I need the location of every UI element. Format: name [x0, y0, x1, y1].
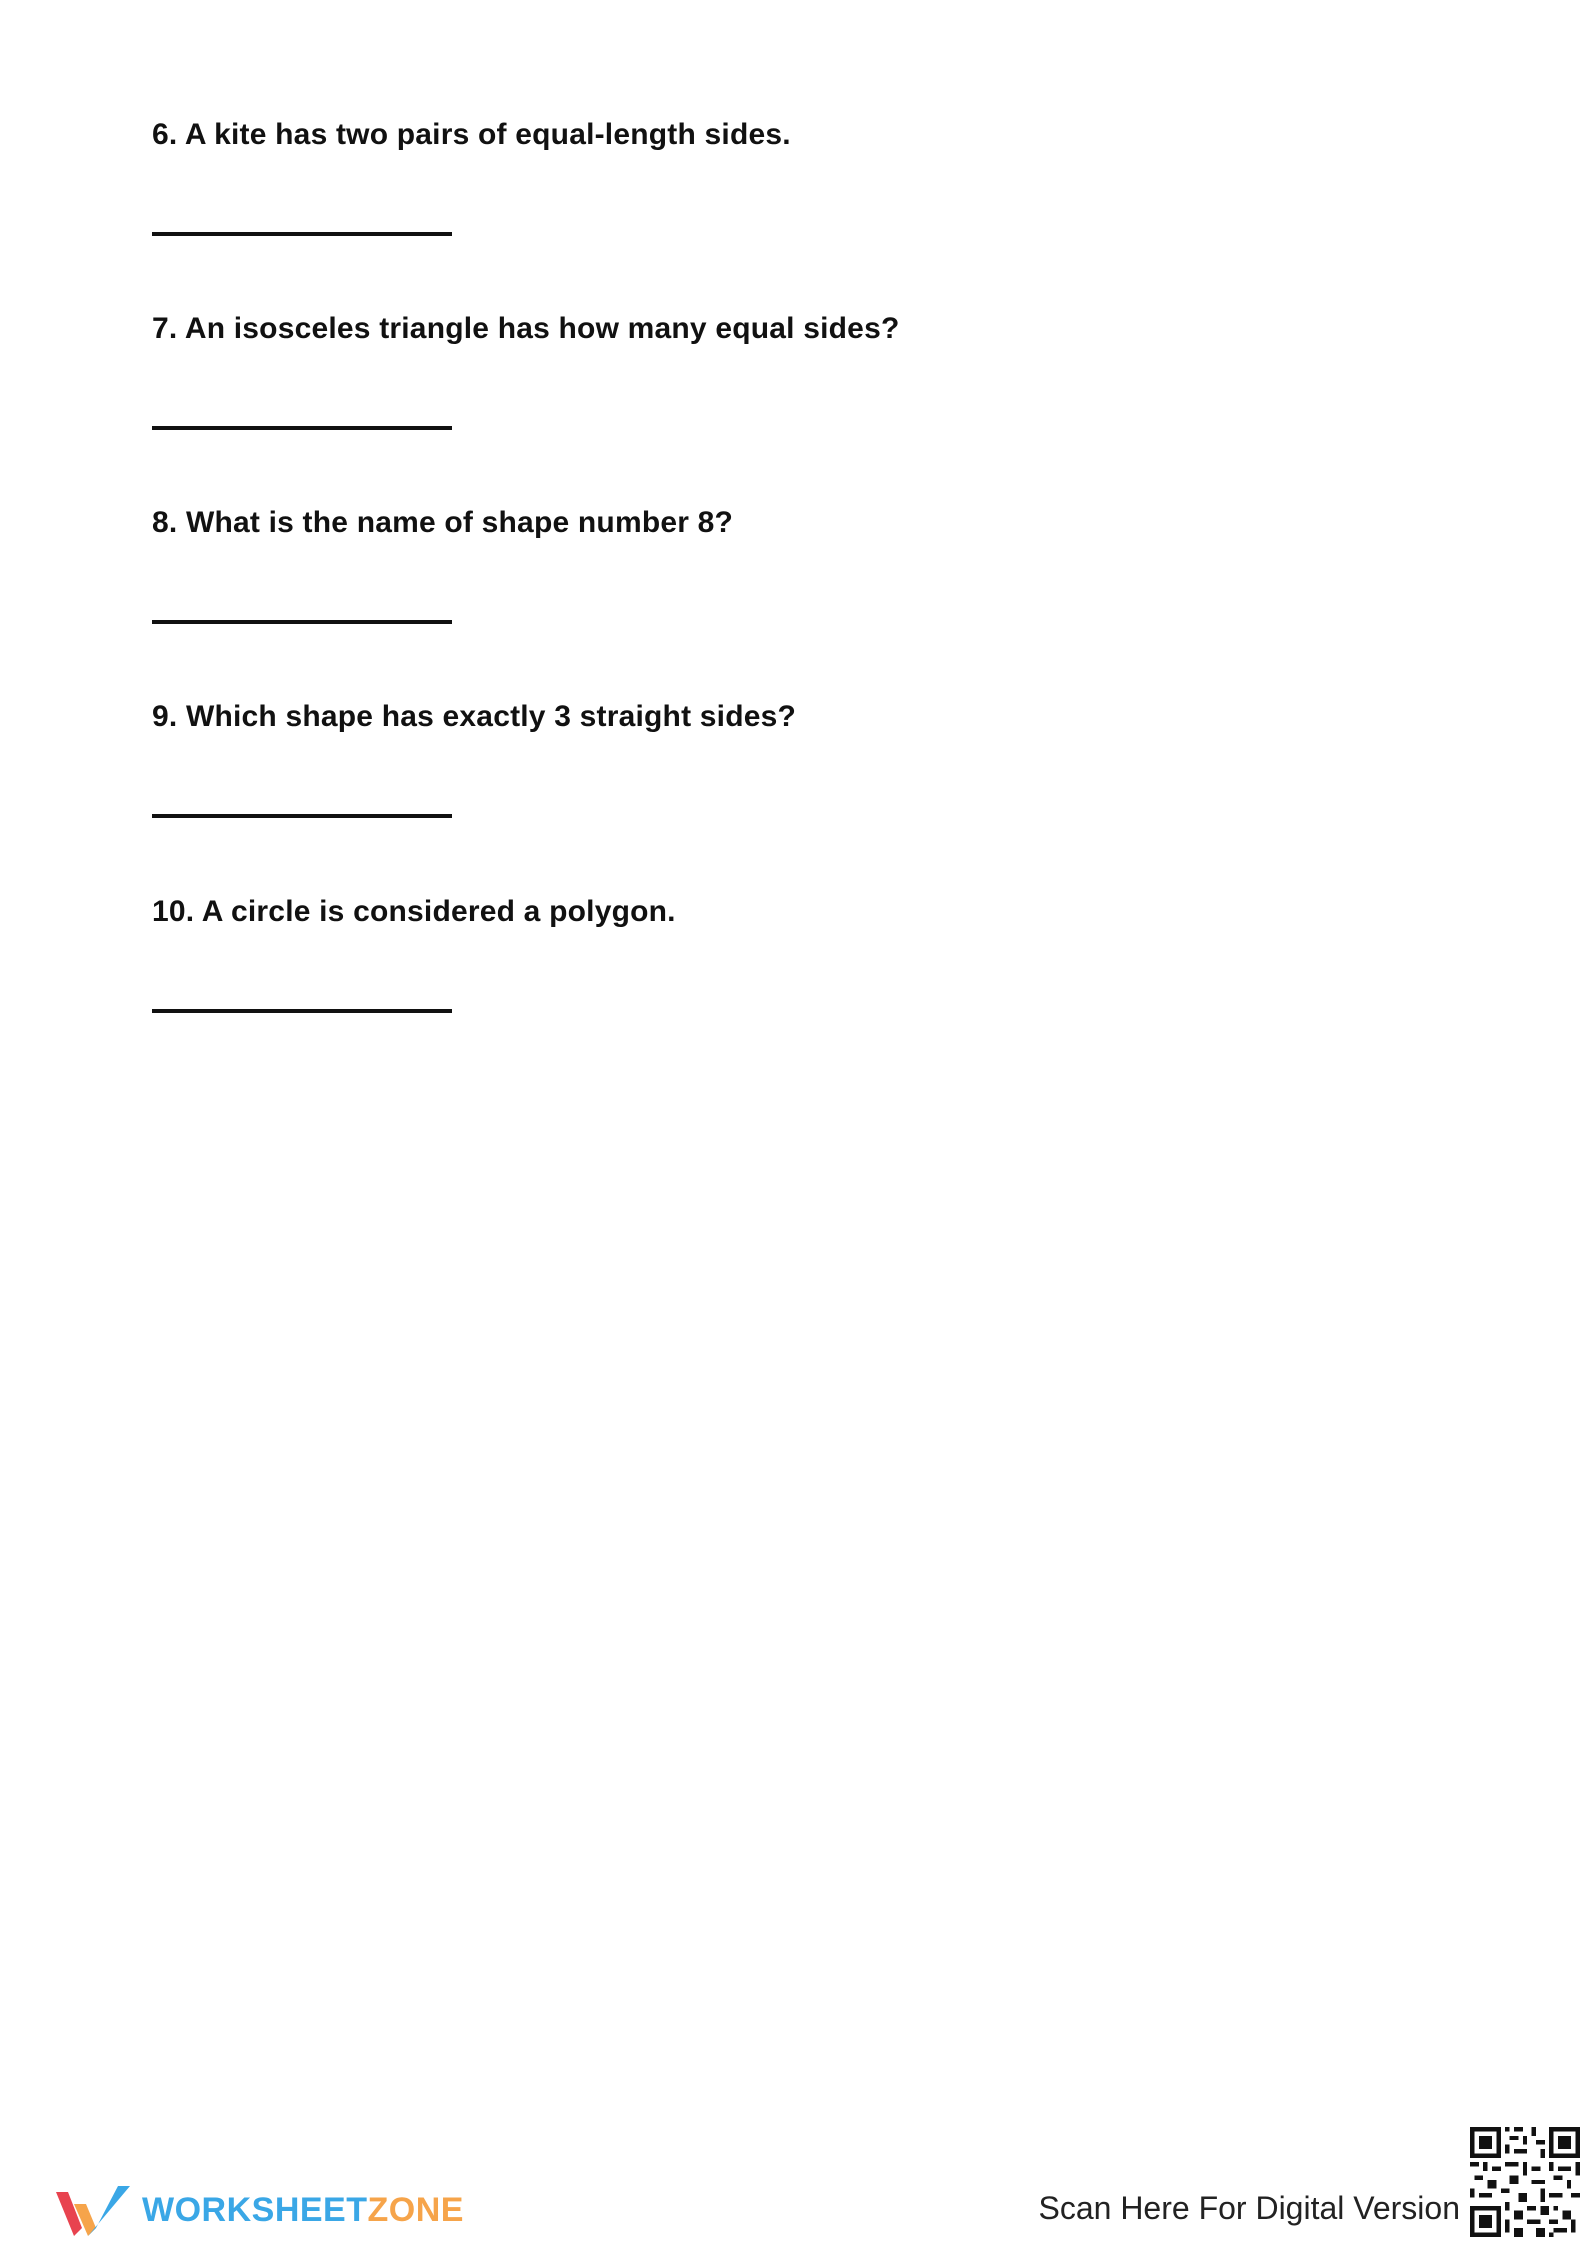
brand-part-worksheet: WORKSHEET	[142, 2190, 368, 2229]
answer-line-8[interactable]	[152, 620, 452, 624]
question-8: 8. What is the name of shape number 8?	[152, 506, 734, 539]
question-7: 7. An isosceles triangle has how many equal sides?	[152, 312, 900, 345]
answer-line-7[interactable]	[152, 426, 452, 430]
question-6: 6. A kite has two pairs of equal-length sides.	[152, 118, 791, 151]
question-10: 10. A circle is considered a polygon.	[152, 895, 676, 928]
footer-brand	[54, 2180, 464, 2240]
question-9: 9. Which shape has exactly 3 straight sides?	[152, 700, 797, 733]
answer-line-9[interactable]	[152, 814, 452, 818]
answer-line-6[interactable]	[152, 232, 452, 236]
answer-line-10[interactable]	[152, 1009, 452, 1013]
qr-code-icon[interactable]	[1470, 2127, 1580, 2237]
brand-name	[142, 2191, 464, 2230]
worksheetzone-logo-icon	[54, 2182, 132, 2238]
brand-part-zone: ZONE	[367, 2190, 464, 2229]
scan-instruction: Scan Here For Digital Version	[1038, 2190, 1460, 2226]
